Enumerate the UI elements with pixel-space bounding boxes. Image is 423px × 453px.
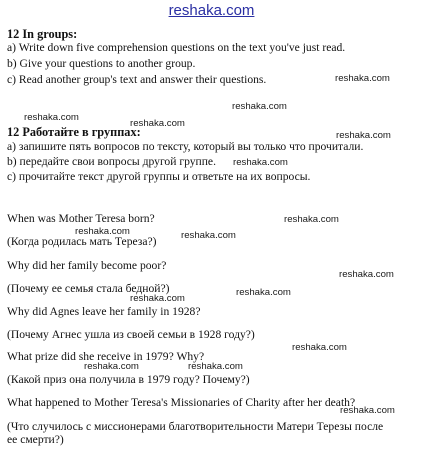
watermark-label: reshaka.com [339, 269, 394, 280]
russian-task-a: a) запишите пять вопросов по тексту, который вы только что прочитали. [7, 140, 364, 153]
question-3-english: Why did Agnes leave her family in 1928? [7, 305, 201, 318]
question-5-english: What happened to Mother Teresa's Missionaries of Charity after her death? [7, 396, 356, 409]
watermark-label: reshaka.com [232, 101, 287, 112]
watermark-label: reshaka.com [233, 157, 288, 168]
site-title[interactable]: reshaka.com [168, 2, 255, 19]
watermark-label: reshaka.com [24, 112, 79, 123]
question-3-russian: (Почему Агнес ушла из своей семьи в 1928 году?) [7, 328, 255, 341]
russian-heading: 12 Работайте в группах: [7, 125, 141, 139]
question-2-english: Why did her family become poor? [7, 259, 167, 272]
watermark-label: reshaka.com [335, 73, 390, 84]
russian-task-b: b) передайте свои вопросы другой группе. [7, 155, 216, 168]
watermark-label: reshaka.com [84, 361, 139, 372]
question-5-russian: (Что случилось с миссионерами благотворительности Матери Терезы после [7, 420, 384, 433]
watermark-label: reshaka.com [130, 293, 185, 304]
english-task-b: b) Give your questions to another group. [7, 57, 196, 70]
russian-task-c: c) прочитайте текст другой группы и ответьте на их вопросы. [7, 170, 311, 183]
watermark-label: reshaka.com [75, 226, 130, 237]
english-heading: 12 In groups: [7, 27, 78, 41]
question-5-russian-continued: ее смерти?) [7, 433, 64, 446]
watermark-label: reshaka.com [181, 230, 236, 241]
watermark-label: reshaka.com [130, 118, 185, 129]
question-1-english: When was Mother Teresa born? [7, 212, 155, 225]
english-task-c: c) Read another group's text and answer their questions. [7, 73, 267, 86]
watermark-label: reshaka.com [188, 361, 243, 372]
english-task-a: a) Write down five comprehension questions on the text you've just read. [7, 41, 346, 54]
watermark-label: reshaka.com [236, 287, 291, 298]
question-1-russian: (Когда родилась мать Тереза?) [7, 235, 157, 248]
watermark-label: reshaka.com [336, 130, 391, 141]
question-4-english: What prize did she receive in 1979? Why? [7, 350, 205, 363]
watermark-label: reshaka.com [340, 405, 395, 416]
watermark-label: reshaka.com [292, 342, 347, 353]
question-4-russian: (Какой приз она получила в 1979 году? Почему?) [7, 373, 250, 386]
watermark-label: reshaka.com [284, 214, 339, 225]
question-2-russian: (Почему ее семья стала бедной?) [7, 282, 170, 295]
